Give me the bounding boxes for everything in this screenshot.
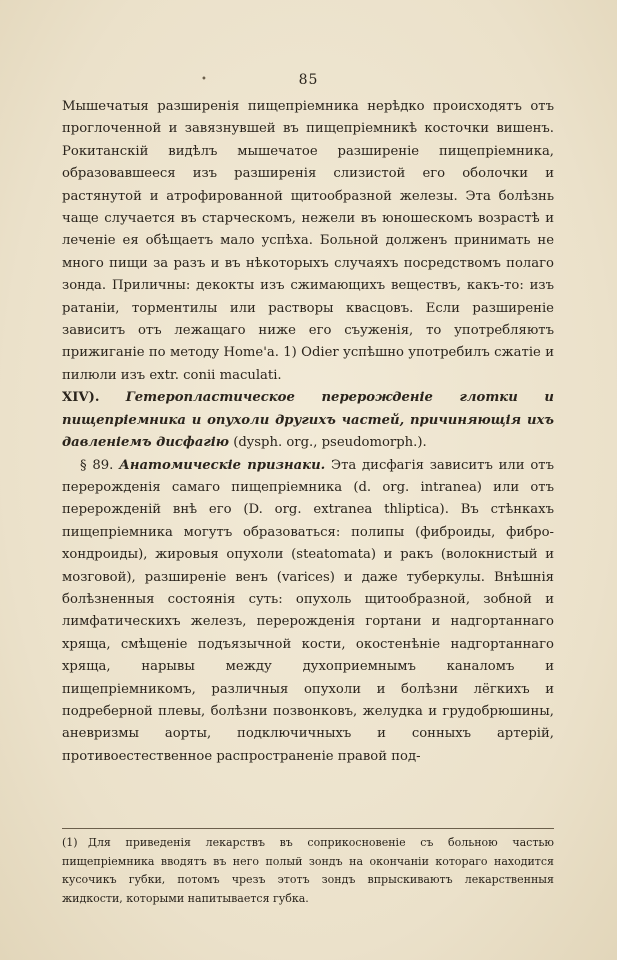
paragraph-2: Эта дисфагія зависитъ или отъ перерожденія самаго пищепріемника (d. org. intranea) или отъ перерожденій внѣ его (D. org. extranea thliptica). Въ стѣнкахъ пищепріемника могутъ образоваться: полипы (фиброиды, фибро-хондроиды), жировыя опухоли (steatomata) и ракъ (волокнистый и мозговой), разширеніе венъ (varices) и даже туберкулы. Внѣшнія болѣзненныя состоянія суть: опухоль щитообразной, зобной и лимфатическихъ железъ, перерожденія гортани и надгортаннаго хряща, смѣщеніе подъязычной кости, окостенѣніе надгортаннаго хряща, нарывы между духоприемнымъ каналомъ и пищепріемникомъ, различныя опухоли и болѣзни лёгкихъ и подреберной плевы, болѣзни позвонковъ, желудка и грудобрюшины, аневризмы аорты, подключичныхъ и сонныхъ артерій, противоестественное распространеніе правой под-	[62, 457, 554, 764]
heading-tail: (dysph. org., pseudomorph.).	[233, 435, 427, 451]
heading-italic: Гетеропластическое перерожденіе глотки и пищепріемника и опухоли другихъ частей, причиняющія ихъ давленіемъ дисфагію	[62, 390, 554, 451]
heading-numeral: XIV).	[62, 390, 100, 406]
section-heading	[62, 387, 554, 454]
page-number: 85	[298, 72, 319, 88]
paragraph-2-block	[62, 455, 554, 769]
footnote-text: Для приведенія лекарствъ въ соприкосновеніе съ больною частью пищепріемника вводятъ въ него полый зондъ на окончаніи котораго находится кусочикъ губки, потомъ чрезъ этотъ зондъ впрыскиваютъ лекарственныя жидкости, которыми напитывается губка.	[62, 836, 554, 905]
section-mark: § 89.	[80, 457, 114, 473]
footnote-marker: (1)	[62, 836, 78, 849]
main-text	[62, 96, 554, 768]
paragraph-1: Мышечатыя разширенія пищепріемника нерѣдко происходятъ отъ проглоченной и завязнувшей въ пищепріемникѣ косточки вишенъ. Рокитанскій видѣлъ мышечатое разширеніе пищепріемника, образовавшееся изъ разширенія слизистой его оболочки и растянутой и атрофированной щитообразной железы. Эта болѣзнь чаще случается въ старческомъ, нежели въ юношескомъ возрастѣ и леченіе ея обѣщаетъ мало успѣха. Больной долженъ принимать не много пищи за разъ и въ нѣкоторыхъ случаяхъ посредствомъ полаго зонда. Приличны: декокты изъ сжимающихъ веществъ, какъ-то: изъ ратаніи, торментилы или растворы квасцовъ. Если разширеніе зависитъ отъ лежащаго ниже его съуженія, то употребляютъ прижиганіе по методу Home'а. 1) Odier успѣшно употребилъ сжатіе и пилюли изъ extr. conii maculati.	[62, 99, 554, 383]
footnote-divider	[62, 828, 554, 829]
section-title: Анатомическіе признаки.	[119, 457, 326, 473]
footnote	[62, 834, 554, 908]
print-speck: •	[201, 74, 207, 85]
